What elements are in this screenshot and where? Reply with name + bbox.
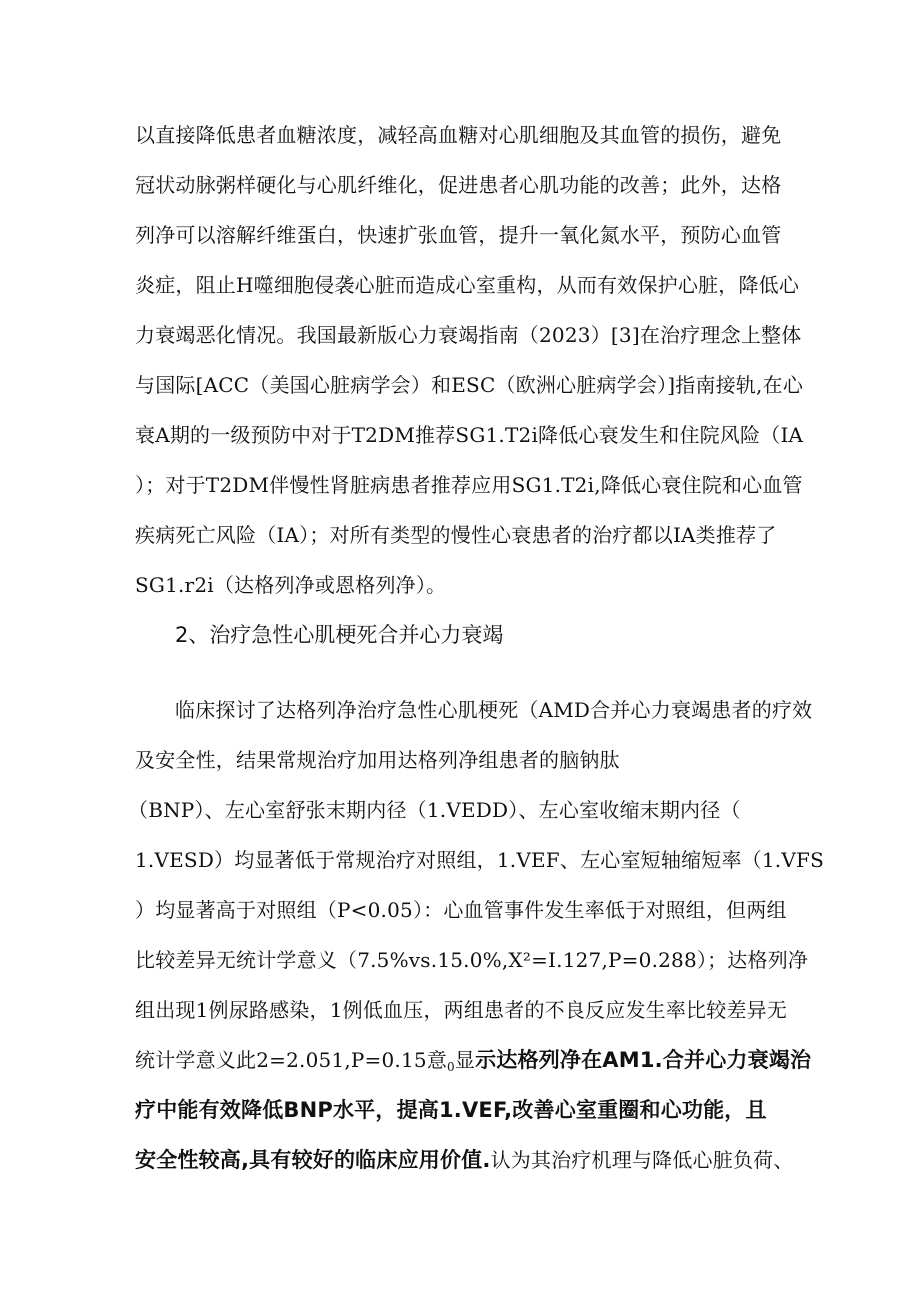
paragraph-line: ）均显著高于对照组（P<0.05）：心血管事件发生率低于对照组，但两组 (135, 898, 787, 922)
bold-text: 示达格列净在AM1.合并心力衰竭治 (475, 1048, 812, 1072)
paragraph-line: 力衰竭恶化情况。我国最新版心力衰竭指南（2023）[3]在治疗理念上整体 (135, 323, 802, 347)
normal-text: 显 (454, 1048, 476, 1072)
paragraph-line: 疾病死亡风险（IA）；对所有类型的慢性心衰患者的治疗都以IA类推荐了 (135, 523, 777, 547)
paragraph-line: 冠状动脉粥样硬化与心肌纤维化，促进患者心肌功能的改善；此外，达格 (135, 173, 782, 197)
paragraph-line: ）；对于T2DM伴慢性肾脏病患者推荐应用SG1.T2i,降低心衰住院和心血管 (135, 473, 803, 497)
normal-text: 统计学意义此2=2.051,P=0.15意 (135, 1048, 448, 1072)
bold-text: 疗中能有效降低BNP水平，提高1.VEF,改善心室重圈和心功能，且 (135, 1098, 767, 1122)
paragraph-line: 与国际[ACC（美国心脏病学会）和ESC（欧洲心脏病学会）]指南接轨,在心 (135, 373, 804, 397)
normal-text: 认为其治疗机理与降低心脏负荷、 (490, 1148, 794, 1172)
paragraph-line: 1.VESD）均显著低于常规治疗对照组，1.VEF、左心室短轴缩短率（1.VFS (135, 848, 824, 872)
subscript-text: 0 (447, 1060, 455, 1074)
bold-text: 安全性较高,具有较好的临床应用价值. (135, 1148, 491, 1172)
paragraph-line: 以直接降低患者血糖浓度，减轻高血糖对心肌细胞及其血管的损伤，避免 (135, 123, 782, 147)
section-heading: 2、治疗急性心肌梗死合并心力衰竭 (175, 623, 504, 647)
paragraph-line: 临床探讨了达格列净治疗急性心肌梗死（AMD合并心力衰竭患者的疗效 (175, 698, 813, 722)
paragraph-line: 及安全性，结果常规治疗加用达格列净组患者的脑钠肽 (135, 748, 620, 772)
paragraph-line: 衰A期的一级预防中对于T2DM推荐SG1.T2i降低心衰发生和住院风险（IA (135, 423, 804, 447)
paragraph-line: 比较差异无统计学意义（7.5%vs.15.0%,X²=I.127,P=0.288）；达格列净 (135, 948, 809, 972)
paragraph-line: SG1.r2i（达格列净或恩格列净）。 (135, 573, 447, 597)
paragraph-line: 列净可以溶解纤维蛋白，快速扩张血管，提升一氧化氮水平，预防心血管 (135, 223, 782, 247)
paragraph-line: 组出现1例尿路感染，1例低血压，两组患者的不良反应发生率比较差异无 (135, 998, 788, 1022)
paragraph-line: 炎症，阻止H噬细胞侵袭心脏而造成心室重构，从而有效保护心脏，降低心 (135, 273, 800, 297)
paragraph-line-bold (135, 1095, 767, 1125)
paragraph-line-mixed (135, 1145, 794, 1175)
paragraph-line: （BNP）、左心室舒张末期内径（1.VEDD）、左心室收缩末期内径（ (128, 798, 741, 822)
paragraph-line-mixed (135, 1045, 811, 1075)
